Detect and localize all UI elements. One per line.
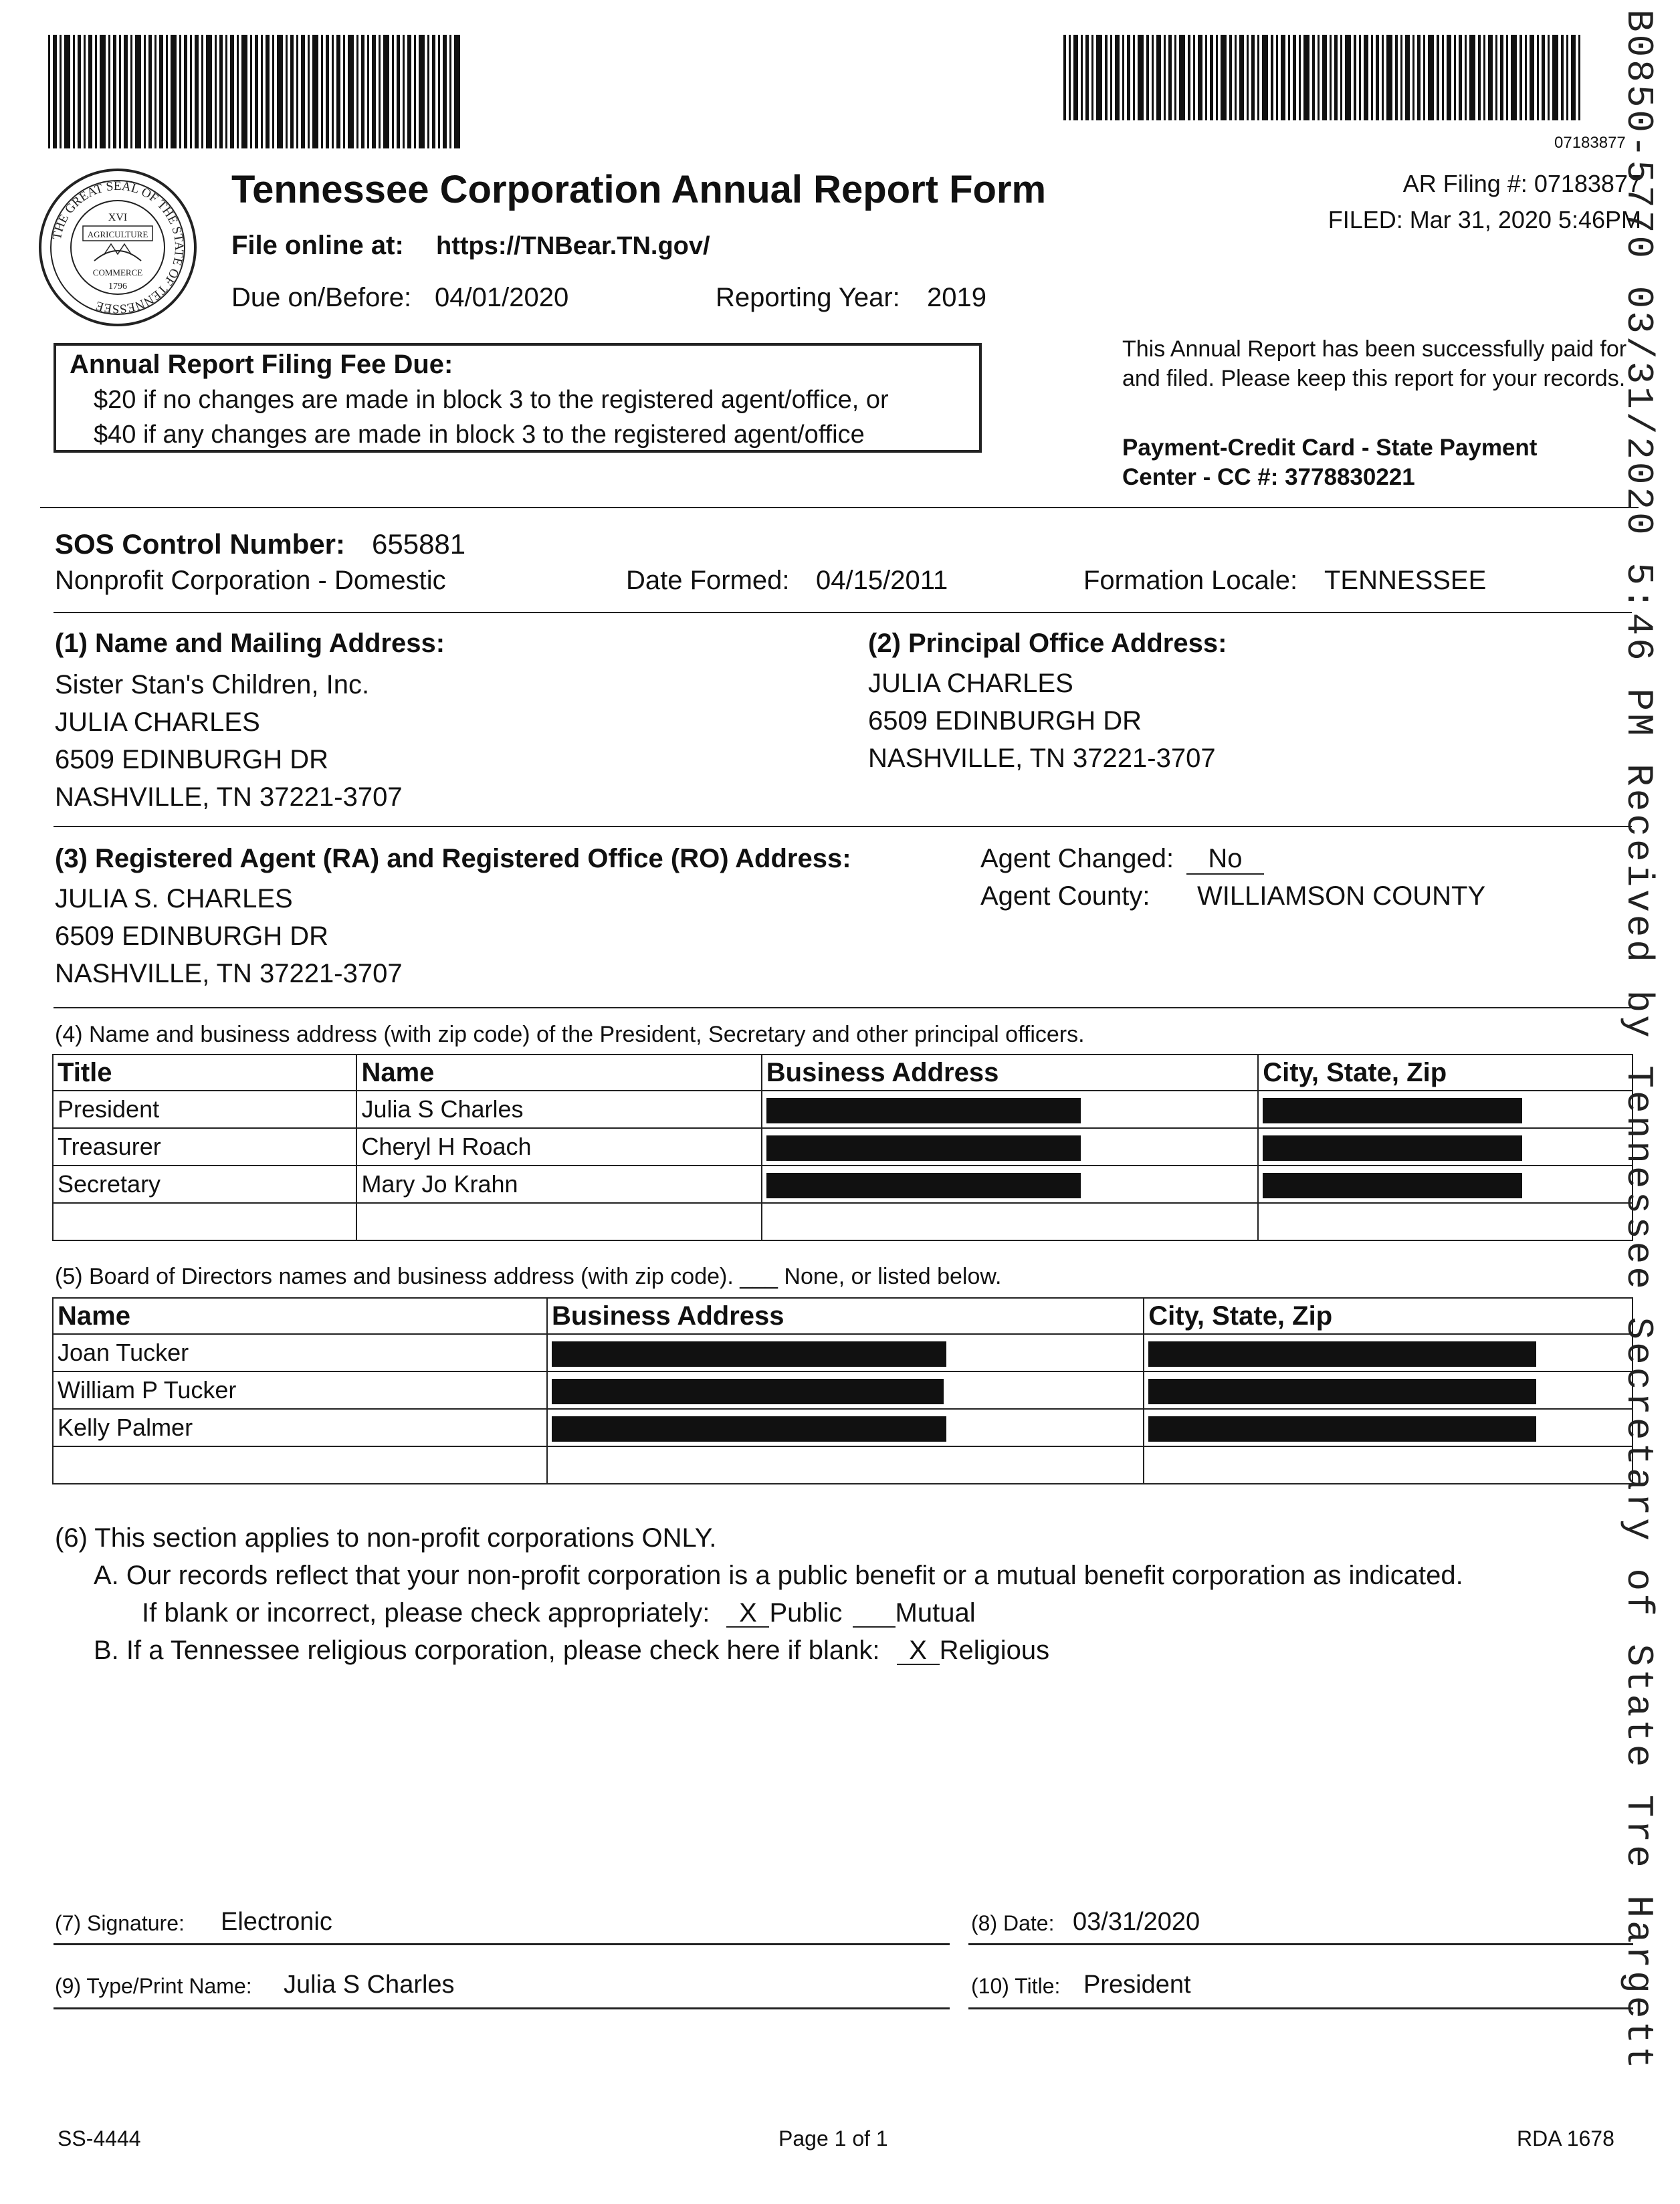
barcode-bar <box>266 35 270 148</box>
barcode-bar <box>1096 35 1102 120</box>
barcode-bar <box>1216 35 1218 120</box>
barcode-bar <box>1334 35 1338 120</box>
rda-number: RDA 1678 <box>1517 2126 1614 2151</box>
print-name-line <box>54 2007 950 2009</box>
table-row <box>53 1334 1633 1371</box>
religious-label: Religious <box>939 1636 1050 1665</box>
barcode-bar <box>1210 35 1213 120</box>
barcode-bar <box>1488 35 1493 120</box>
block1-heading: (1) Name and Mailing Address: <box>55 629 445 658</box>
section6-a-line1: A. Our records reflect that your non-profit corporation is a public benefit or a mutual benefit corporation as indicated. <box>94 1561 1463 1590</box>
redacted-address <box>547 1334 1144 1371</box>
divider-block3 <box>54 1007 1632 1008</box>
col-name: Name <box>53 1298 547 1334</box>
block3-heading: (3) Registered Agent (RA) and Registered Office (RO) Address: <box>55 844 851 873</box>
reporting-year-label: Reporting Year: <box>716 283 900 312</box>
barcode-bar <box>348 35 354 148</box>
section6-a-prompt: If blank or incorrect, please check appropriately: <box>142 1598 710 1628</box>
barcode-bar <box>1364 35 1368 120</box>
barcode-bar <box>113 35 116 148</box>
table-row <box>53 1166 1633 1203</box>
barcode-bar <box>1312 35 1315 120</box>
barcode-bar <box>190 35 192 148</box>
reporting-year-value: 2019 <box>927 283 986 312</box>
section6-heading: (6) This section applies to non-profit corporations ONLY. <box>55 1523 717 1553</box>
barcode-bar <box>1293 35 1296 120</box>
barcode-bar <box>1247 35 1249 120</box>
barcode-bar <box>1069 35 1071 120</box>
redacted-address <box>547 1371 1144 1409</box>
col-business-address: Business Address <box>762 1055 1259 1091</box>
barcode-bar <box>414 35 416 148</box>
barcode-bar <box>130 35 132 148</box>
barcode-left <box>48 35 510 148</box>
redacted-city <box>1144 1334 1633 1371</box>
barcode-bar <box>438 35 440 148</box>
barcode-bar <box>100 35 106 148</box>
barcode-bar <box>1251 35 1255 120</box>
fee-heading: Annual Report Filing Fee Due: <box>70 350 453 379</box>
barcode-bar <box>1340 35 1342 120</box>
barcode-bar <box>1354 35 1356 120</box>
directors-table <box>52 1297 1633 1484</box>
officer-title: Secretary <box>53 1166 356 1203</box>
barcode-bar <box>1127 35 1130 120</box>
block2-line: NASHVILLE, TN 37221-3707 <box>868 744 1216 773</box>
barcode-bar <box>1483 35 1485 120</box>
public-checkbox[interactable]: X <box>726 1600 769 1628</box>
barcode-bar <box>1552 35 1558 120</box>
barcode-bar <box>1281 35 1285 120</box>
barcode-bar <box>201 35 203 148</box>
barcode-bar <box>403 35 405 148</box>
barcode-bar <box>230 35 234 148</box>
barcode-bar <box>159 35 163 148</box>
redacted-city <box>1258 1166 1633 1203</box>
barcode-bar <box>1198 35 1202 120</box>
date-formed-value: 04/15/2011 <box>816 566 948 595</box>
barcode-bar <box>1081 35 1083 120</box>
barcode-bar <box>1382 35 1384 120</box>
barcode-bar <box>119 35 121 148</box>
seal-agriculture: AGRICULTURE <box>87 229 148 239</box>
date-formed-label: Date Formed: <box>626 566 790 595</box>
mutual-label: Mutual <box>895 1598 976 1628</box>
barcode-bar <box>1561 35 1564 120</box>
barcode-bar <box>60 35 62 148</box>
barcode-bar <box>1179 35 1185 120</box>
officers-caption: (4) Name and business address (with zip code) of the President, Secretary and other principal officers. <box>55 1022 1085 1047</box>
barcode-bar <box>1469 35 1475 120</box>
barcode-bar <box>1537 35 1539 120</box>
officers-table <box>52 1054 1633 1241</box>
redacted-address <box>762 1091 1259 1128</box>
barcode-bar <box>206 35 212 148</box>
barcode-bar <box>1447 35 1451 120</box>
barcode-bar <box>1271 35 1273 120</box>
payment-line-1: Payment-Credit Card - State Payment <box>1122 435 1538 461</box>
barcode-bar <box>179 35 181 148</box>
barcode-bar <box>1288 35 1290 120</box>
director-name: Joan Tucker <box>53 1334 547 1371</box>
barcode-bar <box>1235 35 1237 120</box>
barcode-bar <box>261 35 263 148</box>
barcode-bar <box>1506 35 1508 120</box>
barcode-bar <box>454 35 460 148</box>
sos-control-value: 655881 <box>372 528 466 560</box>
sos-control-label: SOS Control Number: <box>55 528 346 560</box>
formation-locale-value: TENNESSEE <box>1324 566 1487 595</box>
barcode-bar <box>1110 35 1112 120</box>
filed-value: Mar 31, 2020 5:46PM <box>1409 206 1641 233</box>
officer-title: Treasurer <box>53 1128 356 1166</box>
barcode-bar <box>1105 35 1108 120</box>
barcode-bar <box>397 35 400 148</box>
barcode-bar <box>432 35 435 148</box>
block1-line: 6509 EDINBURGH DR <box>55 745 329 774</box>
block3-address <box>55 880 403 992</box>
col-city-state-zip: City, State, Zip <box>1258 1055 1633 1091</box>
barcode-bar <box>1405 35 1410 120</box>
ar-filing-value: 07183877 <box>1534 170 1641 197</box>
mutual-checkbox[interactable] <box>853 1600 896 1628</box>
barcode-bar <box>277 35 283 148</box>
barcode-bar <box>1322 35 1327 120</box>
barcode-bar <box>1221 35 1227 120</box>
due-value: 04/01/2020 <box>435 283 569 312</box>
barcode-bar <box>1417 35 1421 120</box>
barcode-bar <box>1412 35 1414 120</box>
formation-locale-label: Formation Locale: <box>1083 566 1298 595</box>
barcode-bar <box>219 35 223 148</box>
directors-caption: (5) Board of Directors names and business address (with zip code). ___ None, or listed below. <box>55 1264 1002 1289</box>
ar-filing-label: AR Filing #: <box>1402 170 1528 197</box>
barcode-bar <box>1138 35 1144 120</box>
block1-line: Sister Stan's Children, Inc. <box>55 670 370 699</box>
barcode-bar <box>1133 35 1135 120</box>
barcode-bar <box>1459 35 1462 120</box>
barcode-bar <box>332 35 334 148</box>
director-name: Kelly Palmer <box>53 1409 547 1446</box>
redacted-address <box>762 1128 1259 1166</box>
barcode-bar <box>272 35 274 148</box>
signature-line <box>54 1943 950 1945</box>
barcode-bar <box>1395 35 1398 120</box>
barcode-bar <box>184 35 187 148</box>
barcode-bar <box>84 35 86 148</box>
barcode-bar <box>1303 35 1309 120</box>
print-name-label: (9) Type/Print Name: <box>55 1974 252 1998</box>
barcode-bar <box>88 35 92 148</box>
col-name: Name <box>356 1055 761 1091</box>
section6-b-line <box>94 1636 1049 1666</box>
barcode-bar <box>215 35 217 148</box>
barcode-bar <box>237 35 239 148</box>
divider-top <box>40 507 1639 508</box>
barcode-bar <box>1548 35 1550 120</box>
barcode-bar <box>392 35 394 148</box>
barcode-bar <box>108 35 110 148</box>
divider-block12 <box>54 826 1632 827</box>
table-row <box>53 1091 1633 1128</box>
barcode-bar <box>1330 35 1332 120</box>
barcode-bar <box>1371 35 1373 120</box>
title-label: (10) Title: <box>971 1974 1061 1998</box>
officer-name: Cheryl H Roach <box>356 1128 761 1166</box>
barcode-bar <box>1085 35 1089 120</box>
redacted-address <box>762 1166 1259 1203</box>
barcode-bar <box>195 35 199 148</box>
barcode-bar <box>1205 35 1207 120</box>
barcode-bar <box>1168 35 1172 120</box>
barcode-bar <box>1478 35 1481 120</box>
barcode-bar <box>1262 35 1268 120</box>
col-city-state-zip: City, State, Zip <box>1144 1298 1633 1334</box>
table-row <box>53 1371 1633 1409</box>
barcode-bar <box>95 35 97 148</box>
barcode-bar <box>73 35 75 148</box>
signature-value: Electronic <box>221 1908 332 1936</box>
officers-header-row <box>53 1055 1633 1091</box>
block1-line: JULIA CHARLES <box>55 707 260 737</box>
barcode-bar <box>1115 35 1120 120</box>
directors-header-row <box>53 1298 1633 1334</box>
seal-year: 1796 <box>108 282 127 292</box>
redacted-address <box>547 1409 1144 1446</box>
barcode-bar <box>308 35 310 148</box>
barcode-bar <box>1519 35 1522 120</box>
barcode-bar <box>124 35 128 148</box>
barcode-bar <box>1146 35 1149 120</box>
barcode-right <box>1063 35 1632 120</box>
due-label: Due on/Before: <box>231 283 412 312</box>
table-row <box>53 1128 1633 1166</box>
barcode-bar <box>407 35 411 148</box>
barcode-bar <box>301 35 305 148</box>
barcode-bar <box>367 35 369 148</box>
block1-address <box>55 666 403 816</box>
title-line <box>968 2007 1633 2009</box>
barcode-bar <box>427 35 429 148</box>
paid-notice: This Annual Report has been successfully paid for and filed. Please keep this report for your records. <box>1122 336 1627 391</box>
barcode-bar <box>154 35 156 148</box>
barcode-bar <box>1571 35 1576 120</box>
barcode-bar <box>1174 35 1176 120</box>
print-name-value: Julia S Charles <box>284 1971 455 1999</box>
barcode-bar <box>48 35 50 148</box>
file-online-label: File online at: <box>231 231 404 260</box>
barcode-bar <box>343 35 345 148</box>
barcode-bar <box>1257 35 1259 120</box>
barcode-bar <box>1437 35 1439 120</box>
barcode-bar <box>1239 35 1244 120</box>
barcode-bar <box>1428 35 1434 120</box>
barcode-bar <box>296 35 298 148</box>
barcode-bar <box>250 35 252 148</box>
form-title: Tennessee Corporation Annual Report Form <box>231 168 1047 211</box>
barcode-bar <box>64 35 70 148</box>
barcode-bar <box>78 35 81 148</box>
barcode-bar <box>1376 35 1379 120</box>
seal-numeral: XVI <box>108 212 128 223</box>
barcode-bar <box>1423 35 1425 120</box>
barcode-bar <box>419 35 425 148</box>
redacted-city <box>1144 1371 1633 1409</box>
filed-label: FILED: <box>1328 206 1403 233</box>
barcode-bar <box>286 35 288 148</box>
barcode-bar <box>1073 35 1078 120</box>
payment-line-2: Center - CC #: 3778830221 <box>1122 464 1415 490</box>
ar-filing-number <box>1403 170 1641 198</box>
redacted-city <box>1144 1409 1633 1446</box>
entity-type: Nonprofit Corporation - Domestic <box>55 566 446 595</box>
signature-label: (7) Signature: <box>55 1911 185 1935</box>
agent-county-label: Agent County: <box>980 881 1150 911</box>
barcode-number: 07183877 <box>1554 134 1626 152</box>
agent-changed-value: No <box>1186 844 1264 875</box>
barcode-bar <box>1454 35 1456 120</box>
barcode-bar <box>1156 35 1161 120</box>
barcode-bar <box>336 35 340 148</box>
seal-ring-text: THE GREAT SEAL OF THE STATE OF TENNESSEE <box>49 179 187 316</box>
barcode-bar <box>1299 35 1301 120</box>
barcode-bar <box>1188 35 1190 120</box>
date-value: 03/31/2020 <box>1073 1908 1200 1936</box>
barcode-bar <box>1193 35 1195 120</box>
col-business-address: Business Address <box>547 1298 1144 1334</box>
fee-line-1: $20 if no changes are made in block 3 to the registered agent/office, or <box>94 386 889 414</box>
barcode-bar <box>1091 35 1093 120</box>
form-id: SS-4444 <box>58 2126 141 2151</box>
barcode-bar <box>1345 35 1351 120</box>
block3-line: NASHVILLE, TN 37221-3707 <box>55 959 403 988</box>
state-seal <box>37 167 198 328</box>
fee-line-2: $40 if any changes are made in block 3 to the registered agent/office <box>94 421 865 449</box>
date-label: (8) Date: <box>971 1911 1055 1935</box>
barcode-bar <box>1465 35 1467 120</box>
barcode-bar <box>443 35 447 148</box>
barcode-bar <box>1152 35 1154 120</box>
redacted-city <box>1258 1128 1633 1166</box>
barcode-bar <box>166 35 168 148</box>
barcode-bar <box>379 35 381 148</box>
barcode-bar <box>1500 35 1503 120</box>
date-line <box>968 1943 1633 1945</box>
file-online-url[interactable]: https://TNBear.TN.gov/ <box>436 232 710 260</box>
barcode-bar <box>449 35 451 148</box>
received-stamp: B0850-5770 03/31/2020 5:46 PM Received by Tennessee Secretary of State Tre Hargett <box>1617 9 1660 2072</box>
public-label: Public <box>769 1598 843 1628</box>
barcode-bar <box>255 35 258 148</box>
section6-b-prompt: B. If a Tennessee religious corporation, please check here if blank: <box>94 1636 880 1665</box>
barcode-bar <box>144 35 146 148</box>
barcode-bar <box>290 35 294 148</box>
block2-line: 6509 EDINBURGH DR <box>868 706 1142 736</box>
section6-a-line2 <box>142 1598 976 1628</box>
barcode-bar <box>1318 35 1320 120</box>
religious-checkbox[interactable]: X <box>897 1637 940 1665</box>
filing-fee-box <box>54 343 982 453</box>
title-value: President <box>1083 1971 1191 1999</box>
page-number: Page 1 of 1 <box>778 2126 888 2151</box>
barcode-bar <box>1442 35 1444 120</box>
barcode-bar <box>1122 35 1124 120</box>
barcode-bar <box>1511 35 1517 120</box>
barcode-bar <box>53 35 57 148</box>
table-row-empty <box>53 1203 1633 1240</box>
agent-changed-label: Agent Changed: <box>980 844 1174 873</box>
officer-name: Julia S Charles <box>356 1091 761 1128</box>
block3-line: 6509 EDINBURGH DR <box>55 921 329 951</box>
barcode-bar <box>356 35 358 148</box>
block2-heading: (2) Principal Office Address: <box>868 629 1227 658</box>
barcode-bar <box>1566 35 1568 120</box>
redacted-city <box>1258 1091 1633 1128</box>
table-row-empty <box>53 1446 1633 1484</box>
officer-name: Mary Jo Krahn <box>356 1166 761 1203</box>
barcode-bar <box>326 35 329 148</box>
block1-line: NASHVILLE, TN 37221-3707 <box>55 782 403 812</box>
barcode-bar <box>1164 35 1166 120</box>
barcode-bar <box>1386 35 1392 120</box>
barcode-bar <box>171 35 177 148</box>
barcode-bar <box>1400 35 1402 120</box>
barcode-bar <box>1229 35 1232 120</box>
agent-county-value: WILLIAMSON COUNTY <box>1197 881 1486 911</box>
barcode-bar <box>312 35 318 148</box>
block2-line: JULIA CHARLES <box>868 669 1073 698</box>
barcode-bar <box>225 35 227 148</box>
barcode-bar <box>1525 35 1527 120</box>
block2-address <box>868 665 1216 777</box>
barcode-bar <box>1578 35 1580 120</box>
officer-title: President <box>53 1091 356 1128</box>
barcode-bar <box>135 35 141 148</box>
barcode-bar <box>321 35 323 148</box>
barcode-bar <box>1276 35 1278 120</box>
seal-commerce: COMMERCE <box>92 267 143 278</box>
barcode-bar <box>148 35 152 148</box>
table-row <box>53 1409 1633 1446</box>
barcode-bar <box>241 35 247 148</box>
block3-line: JULIA S. CHARLES <box>55 884 293 913</box>
director-name: William P Tucker <box>53 1371 547 1409</box>
barcode-bar <box>361 35 364 148</box>
barcode-bar <box>383 35 389 148</box>
barcode-bar <box>1542 35 1545 120</box>
barcode-bar <box>1495 35 1497 120</box>
barcode-bar <box>372 35 376 148</box>
barcode-bar <box>1530 35 1534 120</box>
filed-datetime <box>1328 206 1641 234</box>
divider-sos <box>54 612 1632 613</box>
col-title: Title <box>53 1055 356 1091</box>
barcode-bar <box>1359 35 1361 120</box>
barcode-bar <box>1063 35 1066 120</box>
